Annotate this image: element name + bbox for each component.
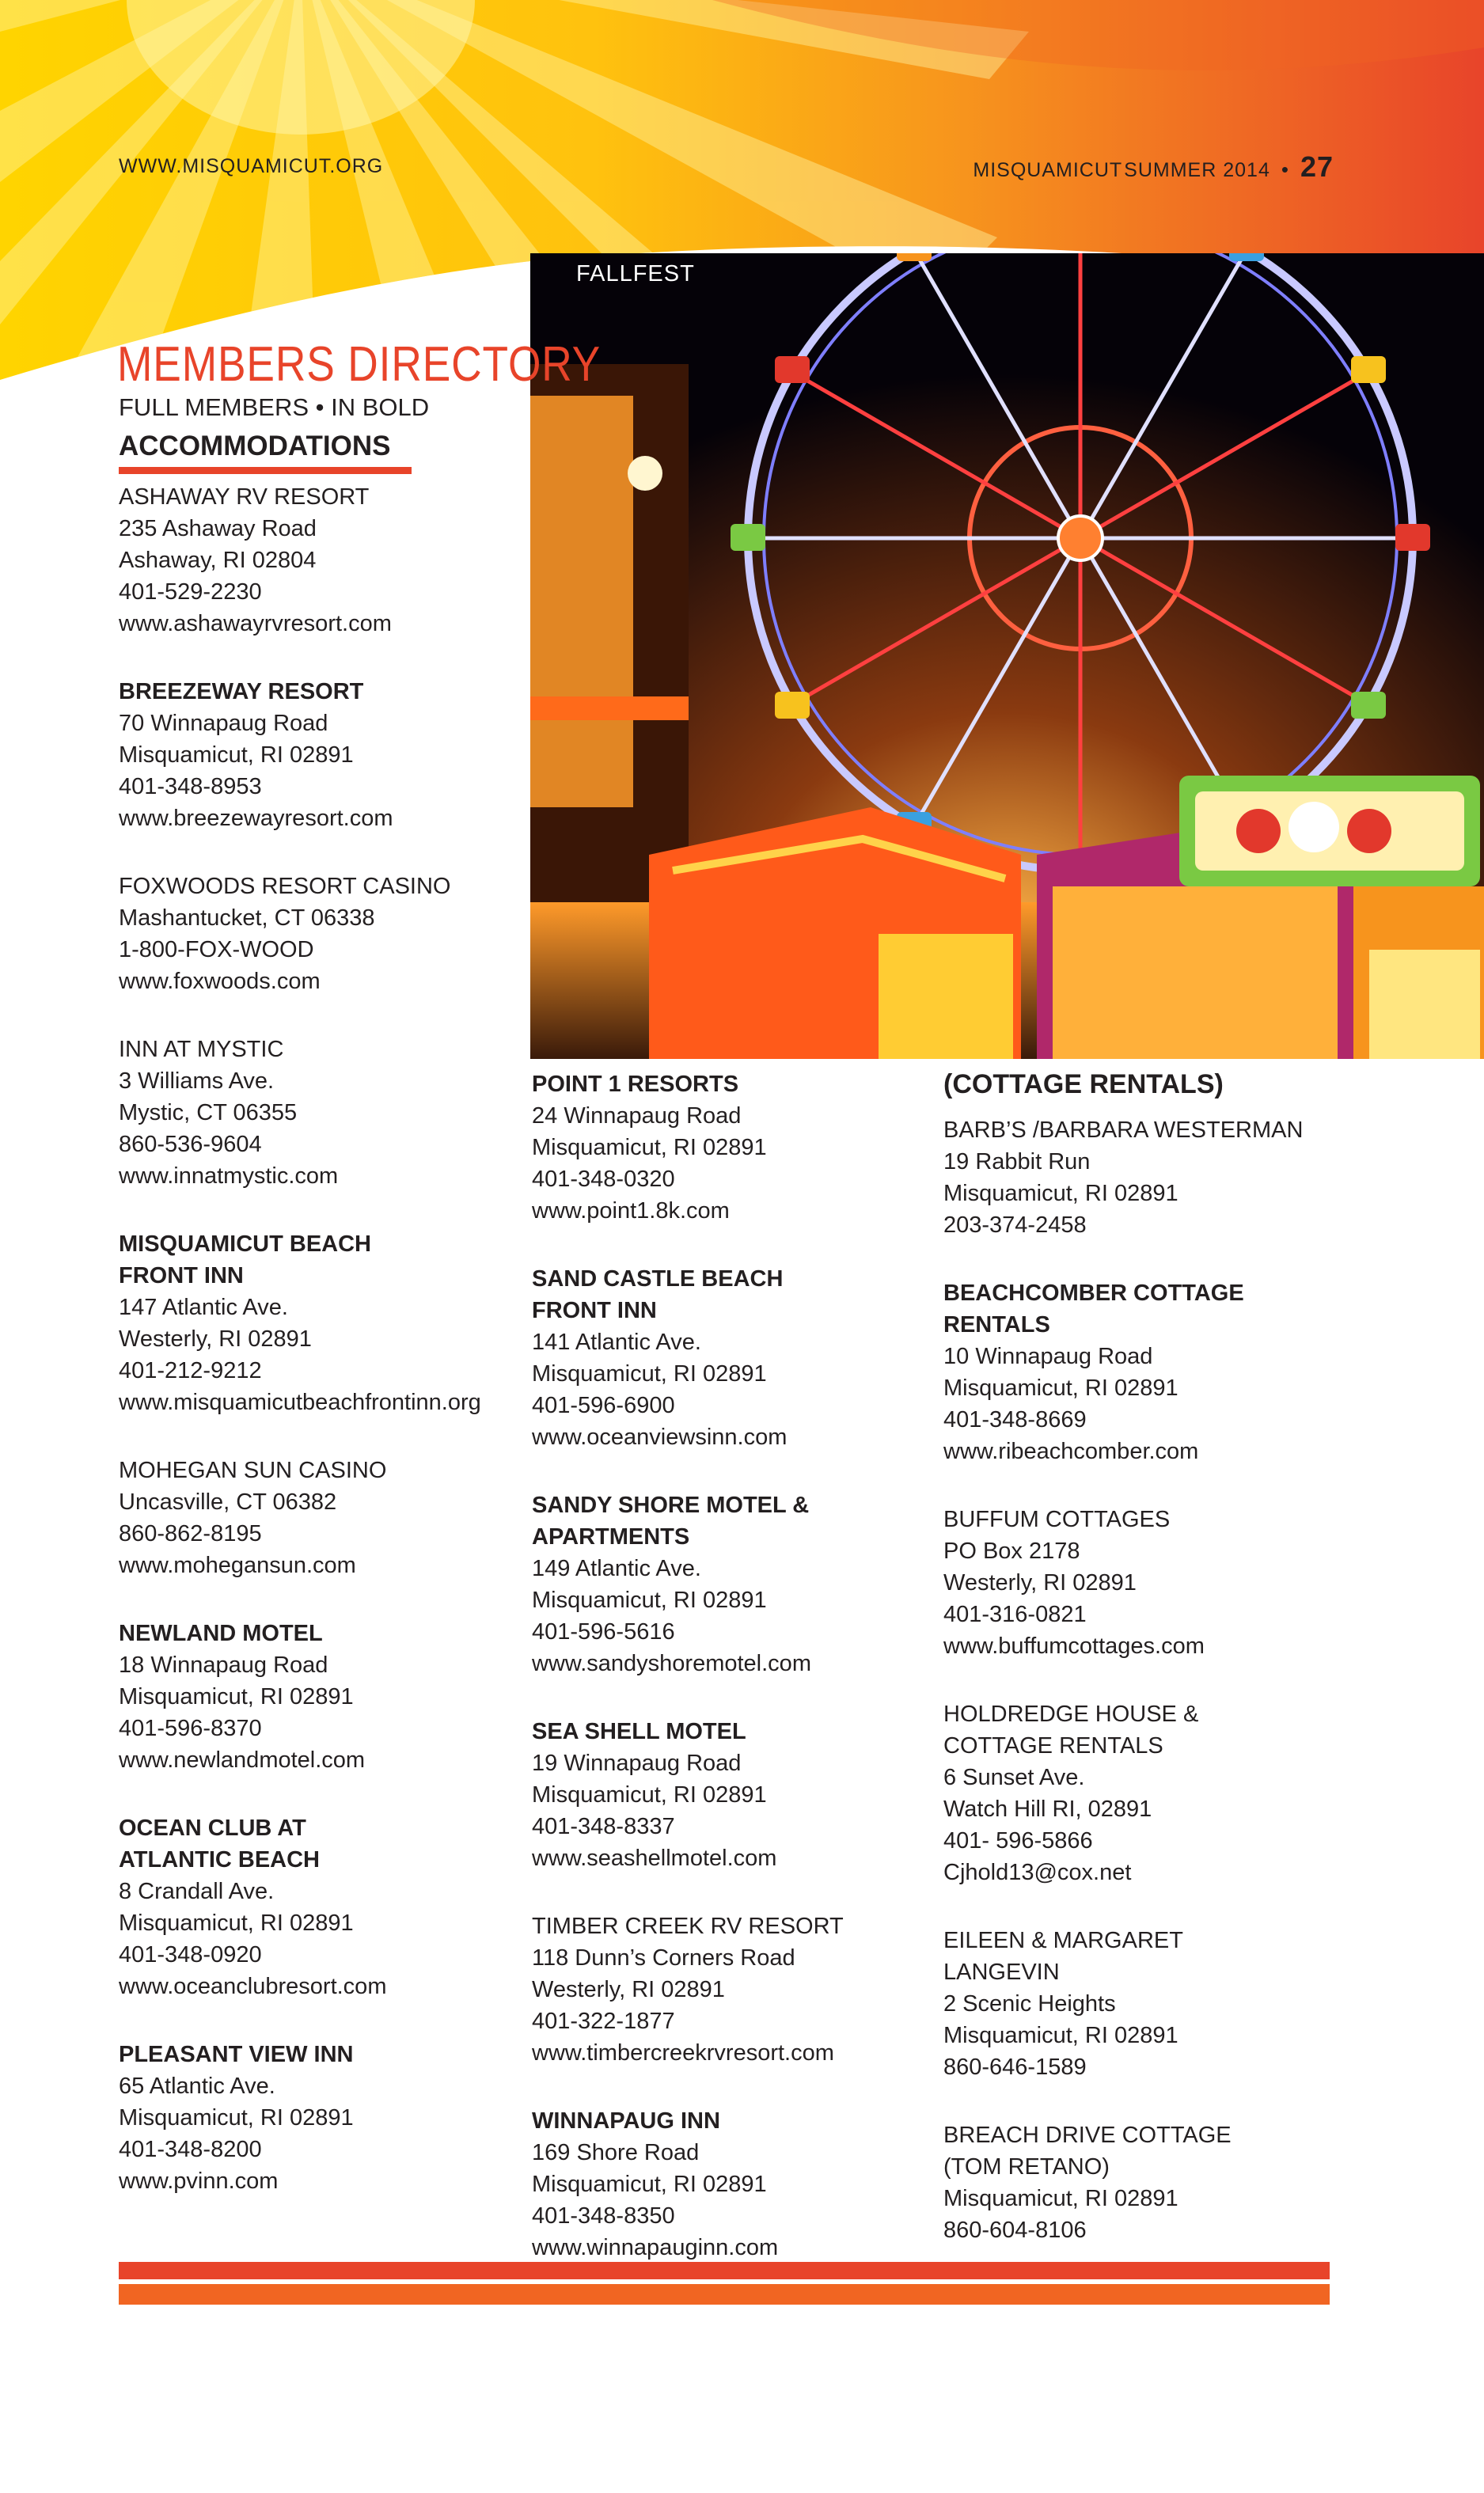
listing-website[interactable]: www.mohegansun.com xyxy=(119,1553,356,1578)
listing-phone: 401-596-6900 xyxy=(532,1393,675,1418)
listing-city: Misquamicut, RI 02891 xyxy=(119,742,354,768)
listing-phone: 860-536-9604 xyxy=(119,1132,262,1157)
section-rule xyxy=(119,467,412,474)
listing-name: HOLDREDGE HOUSE & xyxy=(943,1702,1199,1727)
listing-name-line-2: ATLANTIC BEACH xyxy=(119,1847,320,1873)
page-number: 27 xyxy=(1300,150,1334,183)
cottage-rentals-heading: (COTTAGE RENTALS) xyxy=(943,1069,1224,1099)
listing-address: 19 Rabbit Run xyxy=(943,1149,1091,1174)
listing-name: FOXWOODS RESORT CASINO xyxy=(119,874,451,899)
listing-name: SEA SHELL MOTEL xyxy=(532,1719,746,1744)
listing-address: 8 Crandall Ave. xyxy=(119,1879,275,1904)
listing-website[interactable]: www.oceanviewsinn.com xyxy=(532,1425,788,1450)
listing-name: WINNAPAUG INN xyxy=(532,2108,720,2134)
listing-website[interactable]: www.timbercreekrvresort.com xyxy=(532,2040,834,2066)
listing-name: INN AT MYSTIC xyxy=(119,1037,284,1062)
listing-name: SANDY SHORE MOTEL & xyxy=(532,1493,810,1518)
listing-city: Misquamicut, RI 02891 xyxy=(943,2186,1178,2211)
listing-phone: 401-348-0920 xyxy=(119,1942,262,1967)
listing-inn-at-mystic xyxy=(119,1034,530,1192)
listing-city: Westerly, RI 02891 xyxy=(943,1570,1137,1596)
listing-city: Ashaway, RI 02804 xyxy=(119,548,317,573)
listing-name: EILEEN & MARGARET xyxy=(943,1928,1183,1953)
directory-column-1 xyxy=(119,481,530,2233)
listing-website[interactable]: www.ashawayrvresort.com xyxy=(119,611,392,636)
listing-newland-motel xyxy=(119,1618,530,1776)
listing-phone: 860-604-8106 xyxy=(943,2218,1087,2243)
listing-phone: 401-316-0821 xyxy=(943,1602,1087,1627)
listing-address: 24 Winnapaug Road xyxy=(532,1103,742,1129)
listing-website[interactable]: www.winnapauginn.com xyxy=(532,2235,779,2260)
listing-city: Misquamicut, RI 02891 xyxy=(119,1911,354,1936)
photo-caption: FALLFEST xyxy=(576,261,695,286)
listing-sea-shell-motel xyxy=(532,1716,943,1874)
listing-city: Misquamicut, RI 02891 xyxy=(532,1588,767,1613)
listing-address: 70 Winnapaug Road xyxy=(119,711,328,736)
listing-city: Mashantucket, CT 06338 xyxy=(119,905,375,931)
listing-point-1-resorts xyxy=(532,1068,943,1227)
listing-name-line-2: (TOM RETANO) xyxy=(943,2154,1110,2180)
listing-city: Misquamicut, RI 02891 xyxy=(943,1376,1178,1401)
listing-phone: 401- 596-5866 xyxy=(943,1828,1093,1854)
footer-bar xyxy=(119,2262,1330,2305)
listing-name: BREEZEWAY RESORT xyxy=(119,679,364,704)
listing-email[interactable]: Cjhold13@cox.net xyxy=(943,1860,1132,1885)
listing-name-line-2: FRONT INN xyxy=(532,1298,657,1323)
listing-phone: 401-529-2230 xyxy=(119,579,262,605)
listing-name: POINT 1 RESORTS xyxy=(532,1072,739,1097)
listing-address: 141 Atlantic Ave. xyxy=(532,1330,701,1355)
listing-address: 3 Williams Ave. xyxy=(119,1068,275,1094)
listing-name: MISQUAMICUT BEACH xyxy=(119,1231,371,1257)
listing-city: Misquamicut, RI 02891 xyxy=(532,2172,767,2197)
bullet-separator: • xyxy=(1281,157,1289,181)
listing-phone: 401-348-8953 xyxy=(119,774,262,799)
fallfest-photo xyxy=(530,253,1484,1059)
listing-phone: 401-348-8669 xyxy=(943,1407,1087,1432)
listing-sandy-shore-motel xyxy=(532,1489,943,1679)
listing-city: Misquamicut, RI 02891 xyxy=(943,2023,1178,2048)
listing-holdredge-house xyxy=(943,1698,1387,1888)
listing-phone: 401-596-5616 xyxy=(532,1619,675,1645)
running-header xyxy=(973,150,1334,184)
listing-website[interactable]: www.foxwoods.com xyxy=(119,969,321,994)
listing-name: BUFFUM COTTAGES xyxy=(943,1507,1171,1532)
listing-website[interactable]: www.misquamicutbeachfrontinn.org xyxy=(119,1390,481,1415)
listing-phone: 401-212-9212 xyxy=(119,1358,262,1383)
listing-city: Misquamicut, RI 02891 xyxy=(532,1782,767,1808)
listing-city: Westerly, RI 02891 xyxy=(119,1326,312,1352)
listing-misquamicut-beach-front-inn xyxy=(119,1228,530,1418)
listing-address: 18 Winnapaug Road xyxy=(119,1653,328,1678)
listing-breezeway-resort xyxy=(119,676,530,834)
listing-city: Misquamicut, RI 02891 xyxy=(943,1181,1178,1206)
listing-mohegan-sun-casino xyxy=(119,1455,530,1581)
listing-website[interactable]: www.ribeachcomber.com xyxy=(943,1439,1199,1464)
listing-pleasant-view-inn xyxy=(119,2039,530,2197)
listing-website[interactable]: www.oceanclubresort.com xyxy=(119,1974,387,1999)
listing-city: Watch Hill RI, 02891 xyxy=(943,1797,1152,1822)
listing-website[interactable]: www.pvinn.com xyxy=(119,2169,279,2194)
listing-name-line-2: APARTMENTS xyxy=(532,1524,690,1550)
listing-phone: 401-348-0320 xyxy=(532,1167,675,1192)
listing-city: Westerly, RI 02891 xyxy=(532,1977,725,2002)
listing-city: Misquamicut, RI 02891 xyxy=(119,2105,354,2131)
footer-stripe-top xyxy=(119,2262,1330,2279)
listing-name-line-2: FRONT INN xyxy=(119,1263,244,1288)
listing-name-line-2: LANGEVIN xyxy=(943,1960,1060,1985)
listing-name: PLEASANT VIEW INN xyxy=(119,2042,354,2067)
listing-phone: 401-348-8350 xyxy=(532,2203,675,2229)
listing-sand-castle-beach-front-inn xyxy=(532,1263,943,1453)
listing-address: 65 Atlantic Ave. xyxy=(119,2074,275,2099)
listing-eileen-margaret-langevin xyxy=(943,1925,1387,2083)
listing-address: 6 Sunset Ave. xyxy=(943,1765,1085,1790)
listing-address: 147 Atlantic Ave. xyxy=(119,1295,288,1320)
ferris-wheel-illustration xyxy=(530,253,1484,1059)
magazine-name: MISQUAMICUT xyxy=(973,159,1123,181)
listing-foxwoods-resort-casino xyxy=(119,871,530,997)
listing-name: BARB’S /BARBARA WESTERMAN xyxy=(943,1117,1304,1143)
listing-timber-creek-rv-resort xyxy=(532,1911,943,2069)
listing-name: NEWLAND MOTEL xyxy=(119,1621,323,1646)
listing-phone: 401-348-8200 xyxy=(119,2137,262,2162)
listing-phone: 860-646-1589 xyxy=(943,2055,1087,2080)
listing-website[interactable]: www.point1.8k.com xyxy=(532,1198,730,1224)
directory-title: MEMBERS DIRECTORY xyxy=(117,337,602,392)
directory-column-2 xyxy=(532,1068,943,2300)
listing-phone: 203-374-2458 xyxy=(943,1212,1087,1238)
issue-season: SUMMER 2014 xyxy=(1124,159,1270,181)
listing-phone: 860-862-8195 xyxy=(119,1521,262,1546)
listing-buffum-cottages xyxy=(943,1504,1387,1662)
website-url: WWW.MISQUAMICUT.ORG xyxy=(119,155,384,177)
listing-address: 149 Atlantic Ave. xyxy=(532,1556,701,1581)
listing-website[interactable]: www.innatmystic.com xyxy=(119,1163,339,1189)
listing-winnapaug-inn xyxy=(532,2105,943,2263)
listing-address: 118 Dunn’s Corners Road xyxy=(532,1945,795,1971)
listing-beachcomber-cottage-rentals xyxy=(943,1277,1387,1467)
listing-name: SAND CASTLE BEACH xyxy=(532,1266,784,1292)
listing-address: 10 Winnapaug Road xyxy=(943,1344,1153,1369)
directory-subtitle: FULL MEMBERS • IN BOLD xyxy=(119,393,430,421)
listing-breach-drive-cottage xyxy=(943,2119,1387,2246)
listing-phone: 401-322-1877 xyxy=(532,2009,675,2034)
listing-city: Uncasville, CT 06382 xyxy=(119,1489,337,1515)
listing-ocean-club-at-atlantic-beach xyxy=(119,1812,530,2002)
listing-barbara-westerman xyxy=(943,1114,1387,1241)
listing-name: BREACH DRIVE COTTAGE xyxy=(943,2123,1232,2148)
listing-city: Mystic, CT 06355 xyxy=(119,1100,298,1125)
listing-city: Misquamicut, RI 02891 xyxy=(532,1135,767,1160)
listing-website[interactable]: www.seashellmotel.com xyxy=(532,1846,777,1871)
listing-name: BEACHCOMBER COTTAGE xyxy=(943,1281,1244,1306)
listing-address: PO Box 2178 xyxy=(943,1539,1080,1564)
listing-address: 235 Ashaway Road xyxy=(119,516,317,541)
listing-name-line-2: RENTALS xyxy=(943,1312,1050,1338)
listing-name: TIMBER CREEK RV RESORT xyxy=(532,1914,844,1939)
listing-phone: 1-800-FOX-WOOD xyxy=(119,937,314,962)
listing-address: 2 Scenic Heights xyxy=(943,1991,1116,2017)
listing-website[interactable]: www.sandyshoremotel.com xyxy=(532,1651,811,1676)
listing-address: 169 Shore Road xyxy=(532,2140,700,2165)
listing-name: ASHAWAY RV RESORT xyxy=(119,484,370,510)
listing-city: Misquamicut, RI 02891 xyxy=(119,1684,354,1709)
listing-ashaway-rv-resort xyxy=(119,481,530,639)
section-heading: ACCOMMODATIONS xyxy=(119,431,391,461)
listing-address: 19 Winnapaug Road xyxy=(532,1751,742,1776)
listing-name: OCEAN CLUB AT xyxy=(119,1816,306,1841)
listing-name: MOHEGAN SUN CASINO xyxy=(119,1458,387,1483)
listing-website[interactable]: www.breezewayresort.com xyxy=(119,806,393,831)
footer-stripe-bottom xyxy=(119,2284,1330,2305)
listing-city: Misquamicut, RI 02891 xyxy=(532,1361,767,1387)
directory-column-3 xyxy=(943,1068,1387,2282)
listing-website[interactable]: www.buffumcottages.com xyxy=(943,1634,1205,1659)
listing-name-line-2: COTTAGE RENTALS xyxy=(943,1733,1163,1759)
listing-website[interactable]: www.newlandmotel.com xyxy=(119,1747,366,1773)
listing-phone: 401-596-8370 xyxy=(119,1716,262,1741)
listing-phone: 401-348-8337 xyxy=(532,1814,675,1839)
